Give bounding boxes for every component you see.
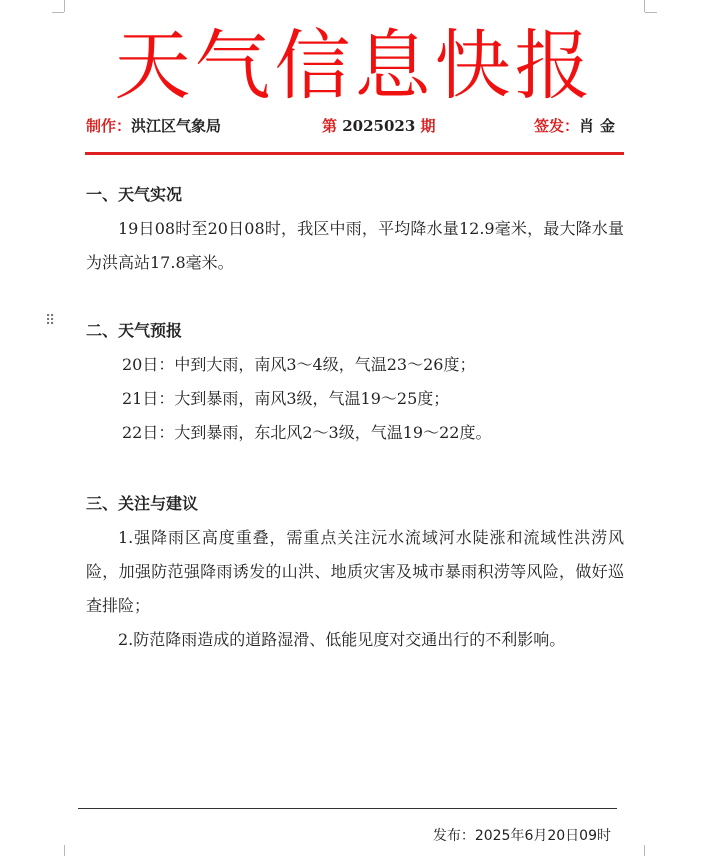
producer-label: 制作： bbox=[86, 117, 132, 135]
document-body bbox=[86, 178, 624, 657]
observation-paragraph: 19日08时至20日08时，我区中雨，平均降水量12.9毫米，最大降水量为洪高站17.8毫米。 bbox=[86, 219, 624, 272]
section-heading-forecast: 二、天气预报 bbox=[86, 321, 183, 340]
drag-handle-icon[interactable]: ⠿ bbox=[45, 313, 56, 329]
issue-number: 2025023 bbox=[342, 117, 416, 135]
section-heading-advice: 三、关注与建议 bbox=[86, 494, 199, 513]
paragraph-spacer bbox=[86, 280, 624, 314]
advice-item-2: 2.防范降雨造成的道路湿滑、低能见度对交通出行的不利影响。 bbox=[118, 630, 566, 649]
issue-line bbox=[322, 115, 436, 137]
issue-suffix: 期 bbox=[420, 117, 436, 135]
crop-mark-top-right-h bbox=[645, 12, 657, 13]
producer-line bbox=[86, 115, 221, 137]
issue-prefix: 第 bbox=[322, 117, 338, 135]
crop-mark-bottom-left-v bbox=[64, 845, 65, 856]
signer-line bbox=[534, 115, 621, 137]
header-divider bbox=[85, 152, 624, 155]
crop-mark-top-left-v bbox=[64, 0, 65, 12]
section-heading-observation: 一、天气实况 bbox=[86, 185, 183, 204]
signer-value: 肖金 bbox=[578, 117, 621, 135]
forecast-item-20: 20日：中到大雨，南风3～4级，气温23～26度； bbox=[122, 355, 476, 374]
footer-divider bbox=[78, 808, 617, 809]
signer-label: 签发： bbox=[533, 117, 579, 135]
crop-mark-top-left-h bbox=[52, 12, 64, 13]
forecast-item-22: 22日：大到暴雨，东北风2～3级，气温19～22度。 bbox=[122, 423, 492, 442]
crop-mark-bottom-right-v bbox=[644, 845, 645, 856]
producer-value: 洪江区气象局 bbox=[131, 117, 222, 135]
document-title: 天气信息快报 bbox=[114, 21, 595, 110]
paragraph-spacer bbox=[86, 450, 624, 487]
advice-item-1: 1.强降雨区高度重叠，需重点关注沅水流域河水陡涨和流域性洪涝风险，加强防范强降雨诱发的山洪、地质灾害及城市暴雨积涝等风险，做好巡查排险； bbox=[86, 528, 624, 615]
crop-mark-top-right-v bbox=[644, 0, 645, 12]
forecast-item-21: 21日：大到暴雨，南风3级，气温19～25度； bbox=[122, 389, 450, 408]
publish-time: 发布：2025年6月20日09时 bbox=[432, 828, 611, 844]
